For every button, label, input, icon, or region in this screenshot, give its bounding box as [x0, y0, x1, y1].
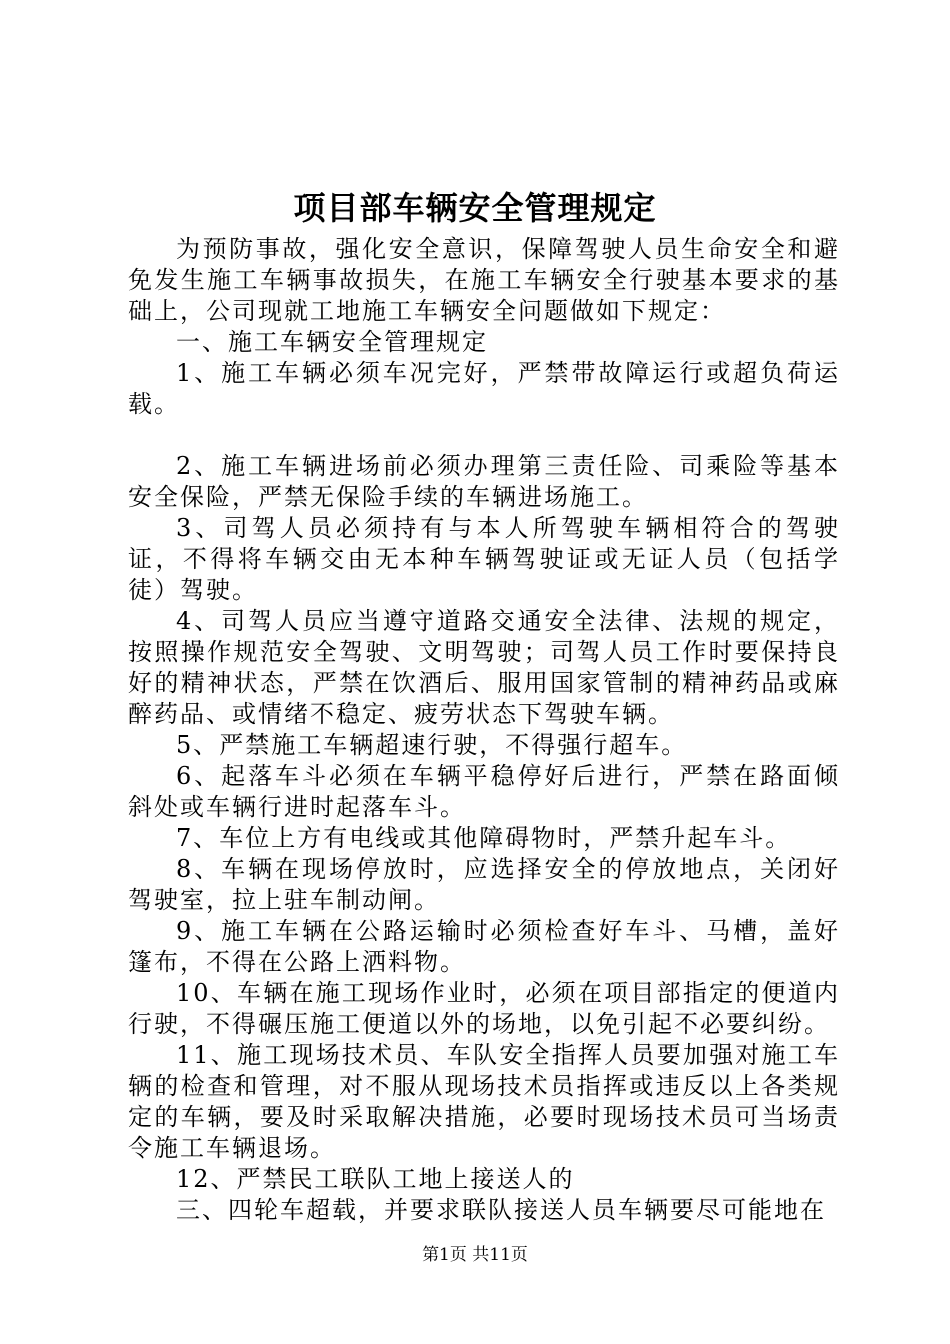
rule-3: 3、司驾人员必须持有与本人所驾驶车辆相符合的驾驶证，不得将车辆交由无本种车辆驾驶证或无证人员（包括学徒）驾驶。 — [128, 514, 840, 604]
rule-12: 12、严禁民工联队工地上接送人的 — [176, 1165, 575, 1193]
rule-5: 5、严禁施工车辆超速行驶，不得强行超车。 — [176, 731, 688, 759]
section-heading: 一、施工车辆安全管理规定 — [176, 328, 488, 356]
document-title: 项目部车辆安全管理规定 — [293, 189, 657, 227]
rule-10: 10、车辆在施工现场作业时，必须在项目部指定的便道内行驶，不得碾压施工便道以外的场地，以免引起不必要纠纷。 — [128, 979, 840, 1038]
document-body — [128, 234, 840, 1226]
rule-4: 4、司驾人员应当遵守道路交通安全法律、法规的规定，按照操作规范安全驾驶、文明驾驶；司驾人员工作时要保持良好的精神状态，严禁在饮酒后、服用国家管制的精神药品或麻醉药品、或情绪不稳定、疲劳状态下驾驶车辆。 — [128, 607, 840, 728]
continuation-paragraph: 三、四轮车超载，并要求联队接送人员车辆要尽可能地在 — [176, 1196, 826, 1224]
rule-7: 7、车位上方有电线或其他障碍物时，严禁升起车斗。 — [176, 824, 792, 852]
rule-1: 1、施工车辆必须车况完好，严禁带故障运行或超负荷运载。 — [128, 359, 840, 418]
rule-11: 11、施工现场技术员、车队安全指挥人员要加强对施工车辆的检查和管理，对不服从现场技术员指挥或违反以上各类规定的车辆，要及时采取解决措施，必要时现场技术员可当场责令施工车辆退场。 — [128, 1041, 840, 1162]
rule-8: 8、车辆在现场停放时，应选择安全的停放地点，关闭好驾驶室，拉上驻车制动闸。 — [128, 855, 840, 914]
intro-paragraph: 为预防事故，强化安全意识，保障驾驶人员生命安全和避免发生施工车辆事故损失，在施工车辆安全行驶基本要求的基础上，公司现就工地施工车辆安全问题做如下规定： — [128, 235, 840, 325]
rule-2: 2、施工车辆进场前必须办理第三责任险、司乘险等基本安全保险，严禁无保险手续的车辆进场施工。 — [128, 452, 840, 511]
page-number: 第1页 共11页 — [422, 1245, 528, 1265]
rule-9: 9、施工车辆在公路运输时必须检查好车斗、马槽，盖好篷布，不得在公路上洒料物。 — [128, 917, 840, 976]
rule-6: 6、起落车斗必须在车辆平稳停好后进行，严禁在路面倾斜处或车辆行进时起落车斗。 — [128, 762, 840, 821]
